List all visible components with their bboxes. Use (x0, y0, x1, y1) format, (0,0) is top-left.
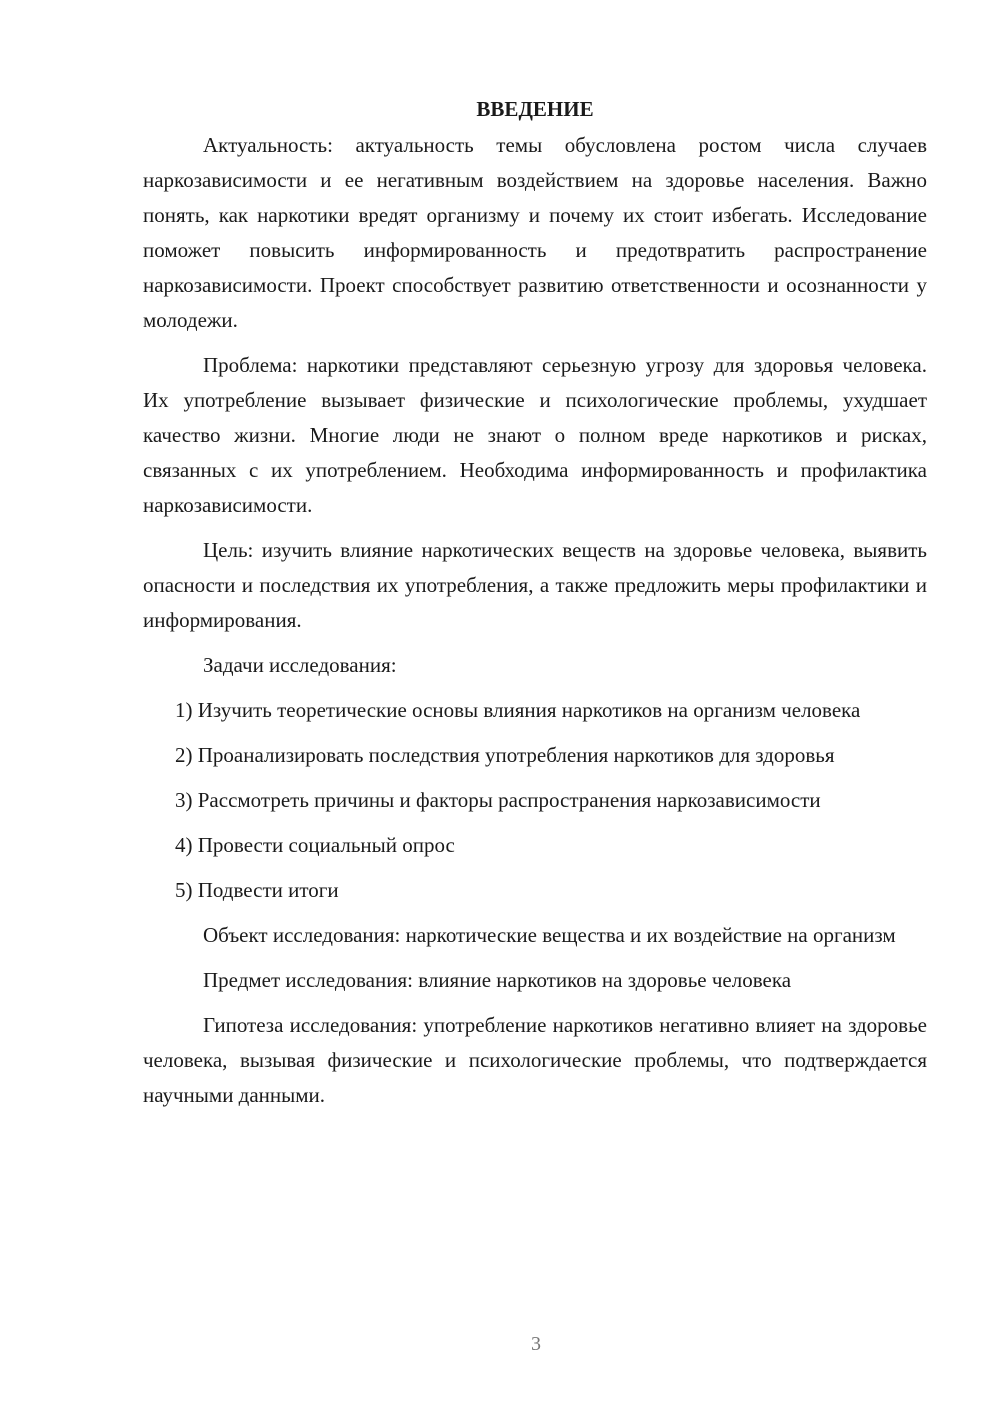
task-item-1: 1) Изучить теоретические основы влияния наркотиков на организм человека (175, 698, 861, 722)
task-item-4: 4) Провести социальный опрос (175, 833, 455, 857)
task-item-2: 2) Проанализировать последствия употребления наркотиков для здоровья (175, 743, 835, 767)
page-title: ВВЕДЕНИЕ (476, 97, 594, 121)
paragraph-hypothesis: Гипотеза исследования: употребление наркотиков негативно влияет на здоровье человека, вызывая физические и психологические проблемы, что подтверждается научными данными. (143, 1013, 927, 1107)
paragraph-problem: Проблема: наркотики представляют серьезную угрозу для здоровья человека. Их употребление вызывает физические и психологические проблемы, ухудшает качество жизни. Многие люди не знают о полном вреде наркотиков и рисках, связанных с их употреблением. Необходима информированность и профилактика наркозависимости. (143, 353, 927, 517)
paragraph-subject: Предмет исследования: влияние наркотиков на здоровье человека (203, 968, 792, 992)
paragraph-object: Объект исследования: наркотические вещества и их воздействие на организм (203, 923, 896, 947)
task-item-5: 5) Подвести итоги (175, 878, 339, 902)
tasks-heading: Задачи исследования: (203, 653, 397, 677)
paragraph-goal: Цель: изучить влияние наркотических веществ на здоровье человека, выявить опасности и последствия их употребления, а также предложить меры профилактики и информирования. (143, 538, 927, 632)
paragraph-relevance: Актуальность: актуальность темы обусловлена ростом числа случаев наркозависимости и ее негативным воздействием на здоровье населения. Важно понять, как наркотики вредят организму и почему их стоит избегать. Исследование поможет повысить информированность и предотвратить распространение наркозависимости. Проект способствует развитию ответственности и осознанности у молодежи. (143, 133, 927, 332)
document-page (143, 92, 927, 1123)
task-item-3: 3) Рассмотреть причины и факторы распространения наркозависимости (175, 788, 821, 812)
page-number: 3 (531, 1333, 541, 1355)
